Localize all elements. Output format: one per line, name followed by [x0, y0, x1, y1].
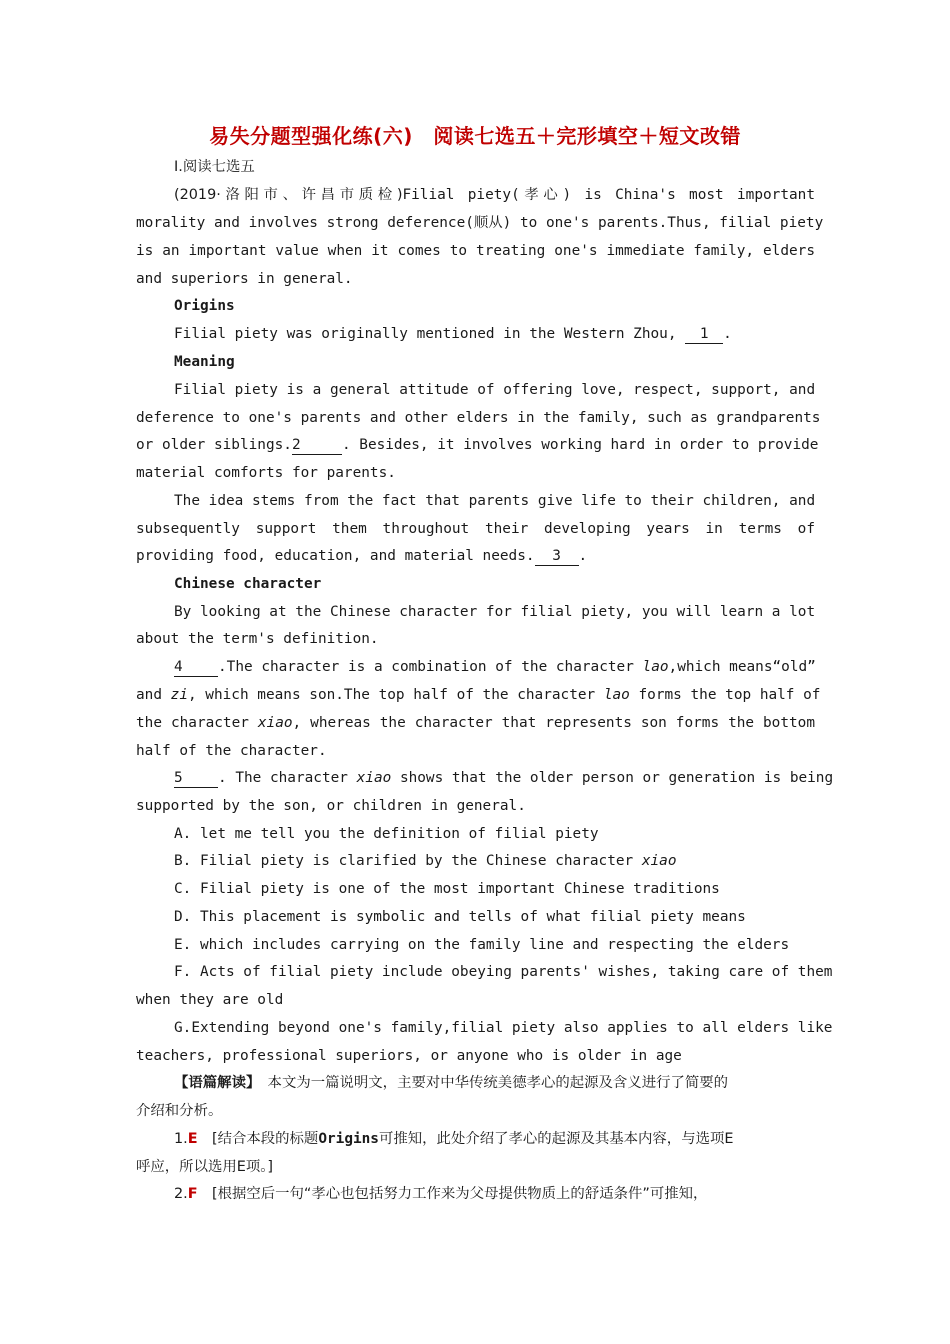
option-d: D. This placement is symbolic and tells of what filial piety means	[174, 909, 746, 925]
analysis-line-2: 介绍和分析。	[136, 1103, 223, 1119]
answer-1-line-1: 1.E [结合本段的标题Origins可推知，此处介绍了孝心的起源及其基本内容，与选项E	[174, 1131, 734, 1147]
intro-line-1: (2019·洛阳市、许昌市质检)Filial piety(孝心) is China's most important	[174, 187, 815, 203]
meaning-p2-line-3: providing food, education, and material needs. 3 .	[136, 548, 588, 564]
blank-4: 4	[174, 658, 218, 677]
option-a: A. let me tell you the definition of filial piety	[174, 826, 599, 842]
option-g-line-2: teachers, professional superiors, or anyone who is older in age	[136, 1048, 682, 1064]
heading-meaning: Meaning	[174, 354, 235, 370]
meaning-p1-line-1: Filial piety is a general attitude of offering love, respect, support, and	[174, 382, 816, 398]
blank-5: 5	[174, 769, 218, 788]
blank-3: 3	[535, 547, 579, 566]
option-f-line-1: F. Acts of filial piety include obeying parents' wishes, taking care of them	[174, 964, 833, 980]
option-f-line-2: when they are old	[136, 992, 284, 1008]
intro-line-3: is an important value when it comes to treating one's immediate family, elders	[136, 243, 815, 259]
analysis-label: 【语篇解读】	[174, 1075, 254, 1091]
character-p2-line-2: and zi, which means son.The top half of the character lao forms the top half of	[136, 687, 821, 703]
blank-1: 1	[685, 325, 723, 344]
character-p1-line-1: By looking at the Chinese character for filial piety, you will learn a lot	[174, 604, 816, 620]
section-heading: Ⅰ.阅读七选五	[174, 159, 255, 175]
answer-1-letter: E	[187, 1131, 198, 1147]
option-b: B. Filial piety is clarified by the Chinese character xiao	[174, 853, 677, 869]
character-p2-line-3: the character xiao, whereas the character that represents son forms the bottom	[136, 715, 816, 731]
character-p3-line-2: supported by the son, or children in general.	[136, 798, 526, 814]
analysis-line-1: 【语篇解读】 本文为一篇说明文，主要对中华传统美德孝心的起源及含义进行了简要的	[174, 1075, 729, 1091]
character-p2-line-4: half of the character.	[136, 743, 327, 759]
origins-line: Filial piety was originally mentioned in the Western Zhou, 1 .	[174, 326, 732, 342]
character-p1-line-2: about the term's definition.	[136, 631, 379, 647]
meaning-p1-line-4: material comforts for parents.	[136, 465, 396, 481]
answer-2-line-1: 2.F [根据空后一句“孝心也包括努力工作来为父母提供物质上的舒适条件”可推知，	[174, 1186, 708, 1202]
character-p2-line-1: 4 .The character is a combination of the character lao,which means“old”	[174, 659, 816, 675]
heading-origins: Origins	[174, 298, 235, 314]
answer-1-line-2: 呼应，所以选用E项。]	[136, 1159, 274, 1175]
character-p3-line-1: 5 . The character xiao shows that the older person or generation is being	[174, 770, 834, 786]
option-e: E. which includes carrying on the family line and respecting the elders	[174, 937, 790, 953]
meaning-p2-line-2: subsequently support them throughout their developing years in terms of	[136, 521, 815, 537]
heading-chinese-character: Chinese character	[174, 576, 322, 592]
blank-2: 2	[292, 436, 342, 455]
meaning-p1-line-3: or older siblings.2 . Besides, it involves working hard in order to provide	[136, 437, 819, 453]
option-c: C. Filial piety is one of the most important Chinese traditions	[174, 881, 720, 897]
meaning-p2-line-1: The idea stems from the fact that parents give life to their children, and	[174, 493, 816, 509]
answer-2-letter: F	[187, 1186, 198, 1202]
meaning-p1-line-2: deference to one's parents and other elders in the family, such as grandparents	[136, 410, 821, 426]
intro-line-2: morality and involves strong deference(顺从) to one's parents.Thus, filial piety	[136, 215, 824, 231]
intro-line-4: and superiors in general.	[136, 271, 353, 287]
option-g-line-1: G.Extending beyond one's family,filial piety also applies to all elders like	[174, 1020, 833, 1036]
page-title: 易失分题型强化练(六) 阅读七选五＋完形填空＋短文改错	[209, 124, 741, 148]
